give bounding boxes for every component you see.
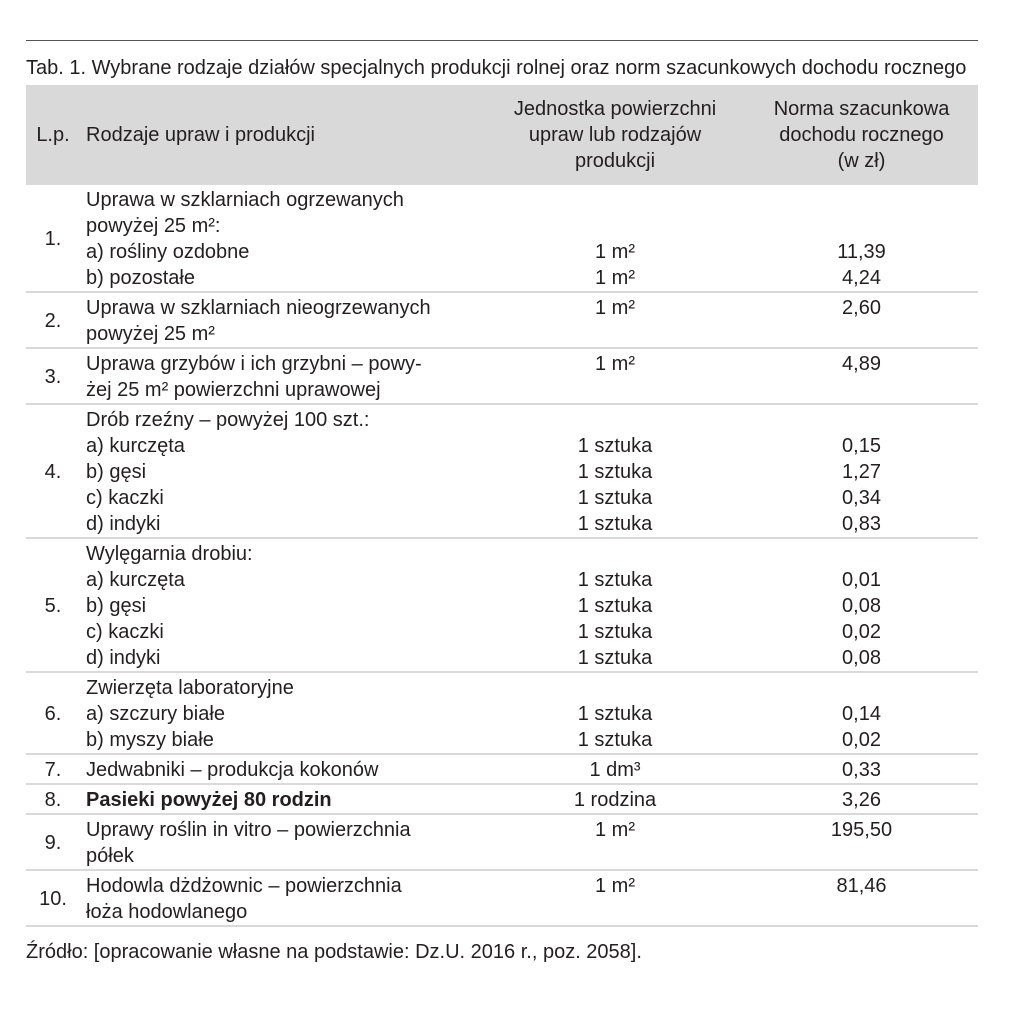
row-norm-line: 0,83 [842,513,881,535]
row-name-line: powyżej 25 m²: [86,215,221,237]
document-page [26,40,978,965]
row-unit [485,404,745,538]
row-name-line: żej 25 m² powierzchni uprawowej [86,379,381,401]
row-number: 5. [26,538,80,672]
table-body [26,185,978,926]
row-number: 1. [26,185,80,292]
row-number: 10. [26,870,80,926]
table-row [26,754,978,784]
header-unit-line: upraw lub rodzajów [528,124,702,146]
row-unit-line [485,541,745,567]
row-unit [485,185,745,292]
row-name [80,404,485,538]
row-name [80,814,485,870]
row-unit-line: 1 sztuka [577,729,653,751]
row-name-line: Hodowla dżdżownic – powierzchnia [86,875,402,897]
row-norm-line: 195,50 [830,819,893,841]
row-unit-line: 1 sztuka [577,703,653,725]
row-norm-line [745,213,978,239]
row-norm [745,870,978,926]
row-name [80,784,485,814]
row-unit-line: 1 sztuka [577,569,653,591]
source-note: Źródło: [opracowanie własne na podstawie: Dz.U. 2016 r., poz. 2058]. [26,941,642,963]
row-name [80,292,485,348]
row-unit-line: 1 sztuka [577,461,653,483]
row-name-line: Uprawa grzybów i ich grzybni – powy- [86,353,422,375]
header-norm-line: dochodu rocznego [779,124,944,146]
row-norm-line: 0,02 [842,621,881,643]
row-norm [745,404,978,538]
row-norm [745,814,978,870]
row-norm [745,672,978,754]
table-row [26,185,978,292]
row-name-line: Pasieki powyżej 80 rodzin [86,789,332,811]
row-name-line: półek [86,845,134,867]
row-name-line: Uprawa w szklarniach ogrzewanych [86,189,404,211]
row-unit-line [485,321,745,347]
row-norm [745,348,978,404]
row-name-line: Drób rzeźny – powyżej 100 szt.: [86,409,370,431]
row-norm-line: 0,34 [842,487,881,509]
row-unit-line: 1 m² [595,819,635,841]
row-norm-line: 2,60 [842,297,881,319]
row-name-line: powyżej 25 m² [86,323,215,345]
row-norm-line [745,899,978,925]
table-row [26,784,978,814]
row-name [80,754,485,784]
row-norm-line: 3,26 [842,789,881,811]
row-norm-line: 0,08 [842,647,881,669]
row-name-line: c) kaczki [86,487,164,509]
row-unit-line: 1 sztuka [577,647,653,669]
norms-table [26,85,978,927]
row-unit-line: 1 dm³ [589,759,641,781]
row-unit [485,672,745,754]
row-unit [485,292,745,348]
row-unit [485,538,745,672]
row-number: 7. [26,754,80,784]
table-row [26,348,978,404]
row-number: 8. [26,784,80,814]
row-name-line: a) rośliny ozdobne [86,241,250,263]
row-name [80,672,485,754]
row-name [80,185,485,292]
header-norm-line: (w zł) [837,150,886,172]
row-norm-line: 0,08 [842,595,881,617]
row-unit [485,870,745,926]
row-unit-line: 1 sztuka [577,595,653,617]
row-unit [485,814,745,870]
row-unit [485,784,745,814]
row-number: 6. [26,672,80,754]
row-name-line: b) pozostałe [86,267,195,289]
row-name-line: Uprawa w szklarniach nieogrzewanych [86,297,431,319]
row-norm-line [745,321,978,347]
table-header-row [26,85,978,185]
row-norm-line: 0,02 [842,729,881,751]
top-rule [26,40,978,41]
table-row [26,814,978,870]
row-name [80,348,485,404]
row-name-line: Uprawy roślin in vitro – powierzchnia [86,819,411,841]
row-unit-line: 1 m² [595,353,635,375]
row-unit-line: 1 m² [595,297,635,319]
row-unit-line [485,843,745,869]
row-norm-line: 81,46 [836,875,887,897]
row-norm-line: 11,39 [837,241,886,263]
row-unit-line: 1 sztuka [577,435,653,457]
row-name-line: a) szczury białe [86,703,225,725]
row-name-line: a) kurczęta [86,569,185,591]
header-unit [485,85,745,185]
row-name-line: Jedwabniki – produkcja kokonów [86,759,379,781]
row-unit-line: 1 m² [595,241,635,263]
row-name-line: d) indyki [86,647,161,669]
row-norm [745,185,978,292]
row-norm [745,784,978,814]
row-unit-line: 1 sztuka [577,621,653,643]
row-norm-line: 0,33 [842,759,881,781]
row-number: 2. [26,292,80,348]
row-unit-line [485,213,745,239]
row-norm-line: 4,24 [842,267,881,289]
row-name-line: a) kurczęta [86,435,185,457]
row-name-line: Zwierzęta laboratoryjne [86,677,294,699]
row-norm-line [745,541,978,567]
row-unit-line [485,407,745,433]
row-name-line: Wylęgarnia drobiu: [86,543,253,565]
row-norm-line [745,843,978,869]
table-row [26,672,978,754]
row-unit-line: 1 rodzina [573,789,657,811]
row-name-line: d) indyki [86,513,161,535]
header-unit-line: Jednostka powierzchni [513,98,717,120]
table-caption: Tab. 1. Wybrane rodzaje działów specjalnych produkcji rolnej oraz norm szacunkowych dochodu rocznego [26,57,967,79]
row-norm-line [745,407,978,433]
row-unit-line: 1 m² [595,875,635,897]
header-norm-line: Norma szacunkowa [773,98,950,120]
row-norm-line [745,187,978,213]
row-name-line: łoża hodowlanego [86,901,248,923]
row-unit [485,348,745,404]
row-norm-line [745,675,978,701]
row-norm-line: 0,14 [842,703,881,725]
table-row [26,870,978,926]
row-name [80,870,485,926]
header-name: Rodzaje upraw i produkcji [80,85,485,185]
row-unit [485,754,745,784]
row-name-line: c) kaczki [86,621,164,643]
table-row [26,404,978,538]
row-number: 4. [26,404,80,538]
table-row [26,538,978,672]
row-unit-line [485,899,745,925]
header-unit-line: produkcji [574,150,656,172]
row-number: 9. [26,814,80,870]
row-norm-line [745,377,978,403]
row-name-line: b) gęsi [86,461,147,483]
row-unit-line: 1 sztuka [577,513,653,535]
row-number: 3. [26,348,80,404]
row-norm-line: 1,27 [842,461,881,483]
row-unit-line: 1 m² [595,267,635,289]
row-norm [745,754,978,784]
row-norm-line: 0,01 [842,569,881,591]
row-unit-line: 1 sztuka [577,487,653,509]
row-name-line: b) gęsi [86,595,147,617]
row-name [80,538,485,672]
row-unit-line [485,377,745,403]
row-unit-line [485,187,745,213]
row-norm [745,538,978,672]
header-lp: L.p. [26,85,80,185]
row-norm-line: 0,15 [842,435,881,457]
table-row [26,292,978,348]
header-norm [745,85,978,185]
row-name-line: b) myszy białe [86,729,214,751]
row-unit-line [485,675,745,701]
row-norm [745,292,978,348]
row-norm-line: 4,89 [842,353,881,375]
